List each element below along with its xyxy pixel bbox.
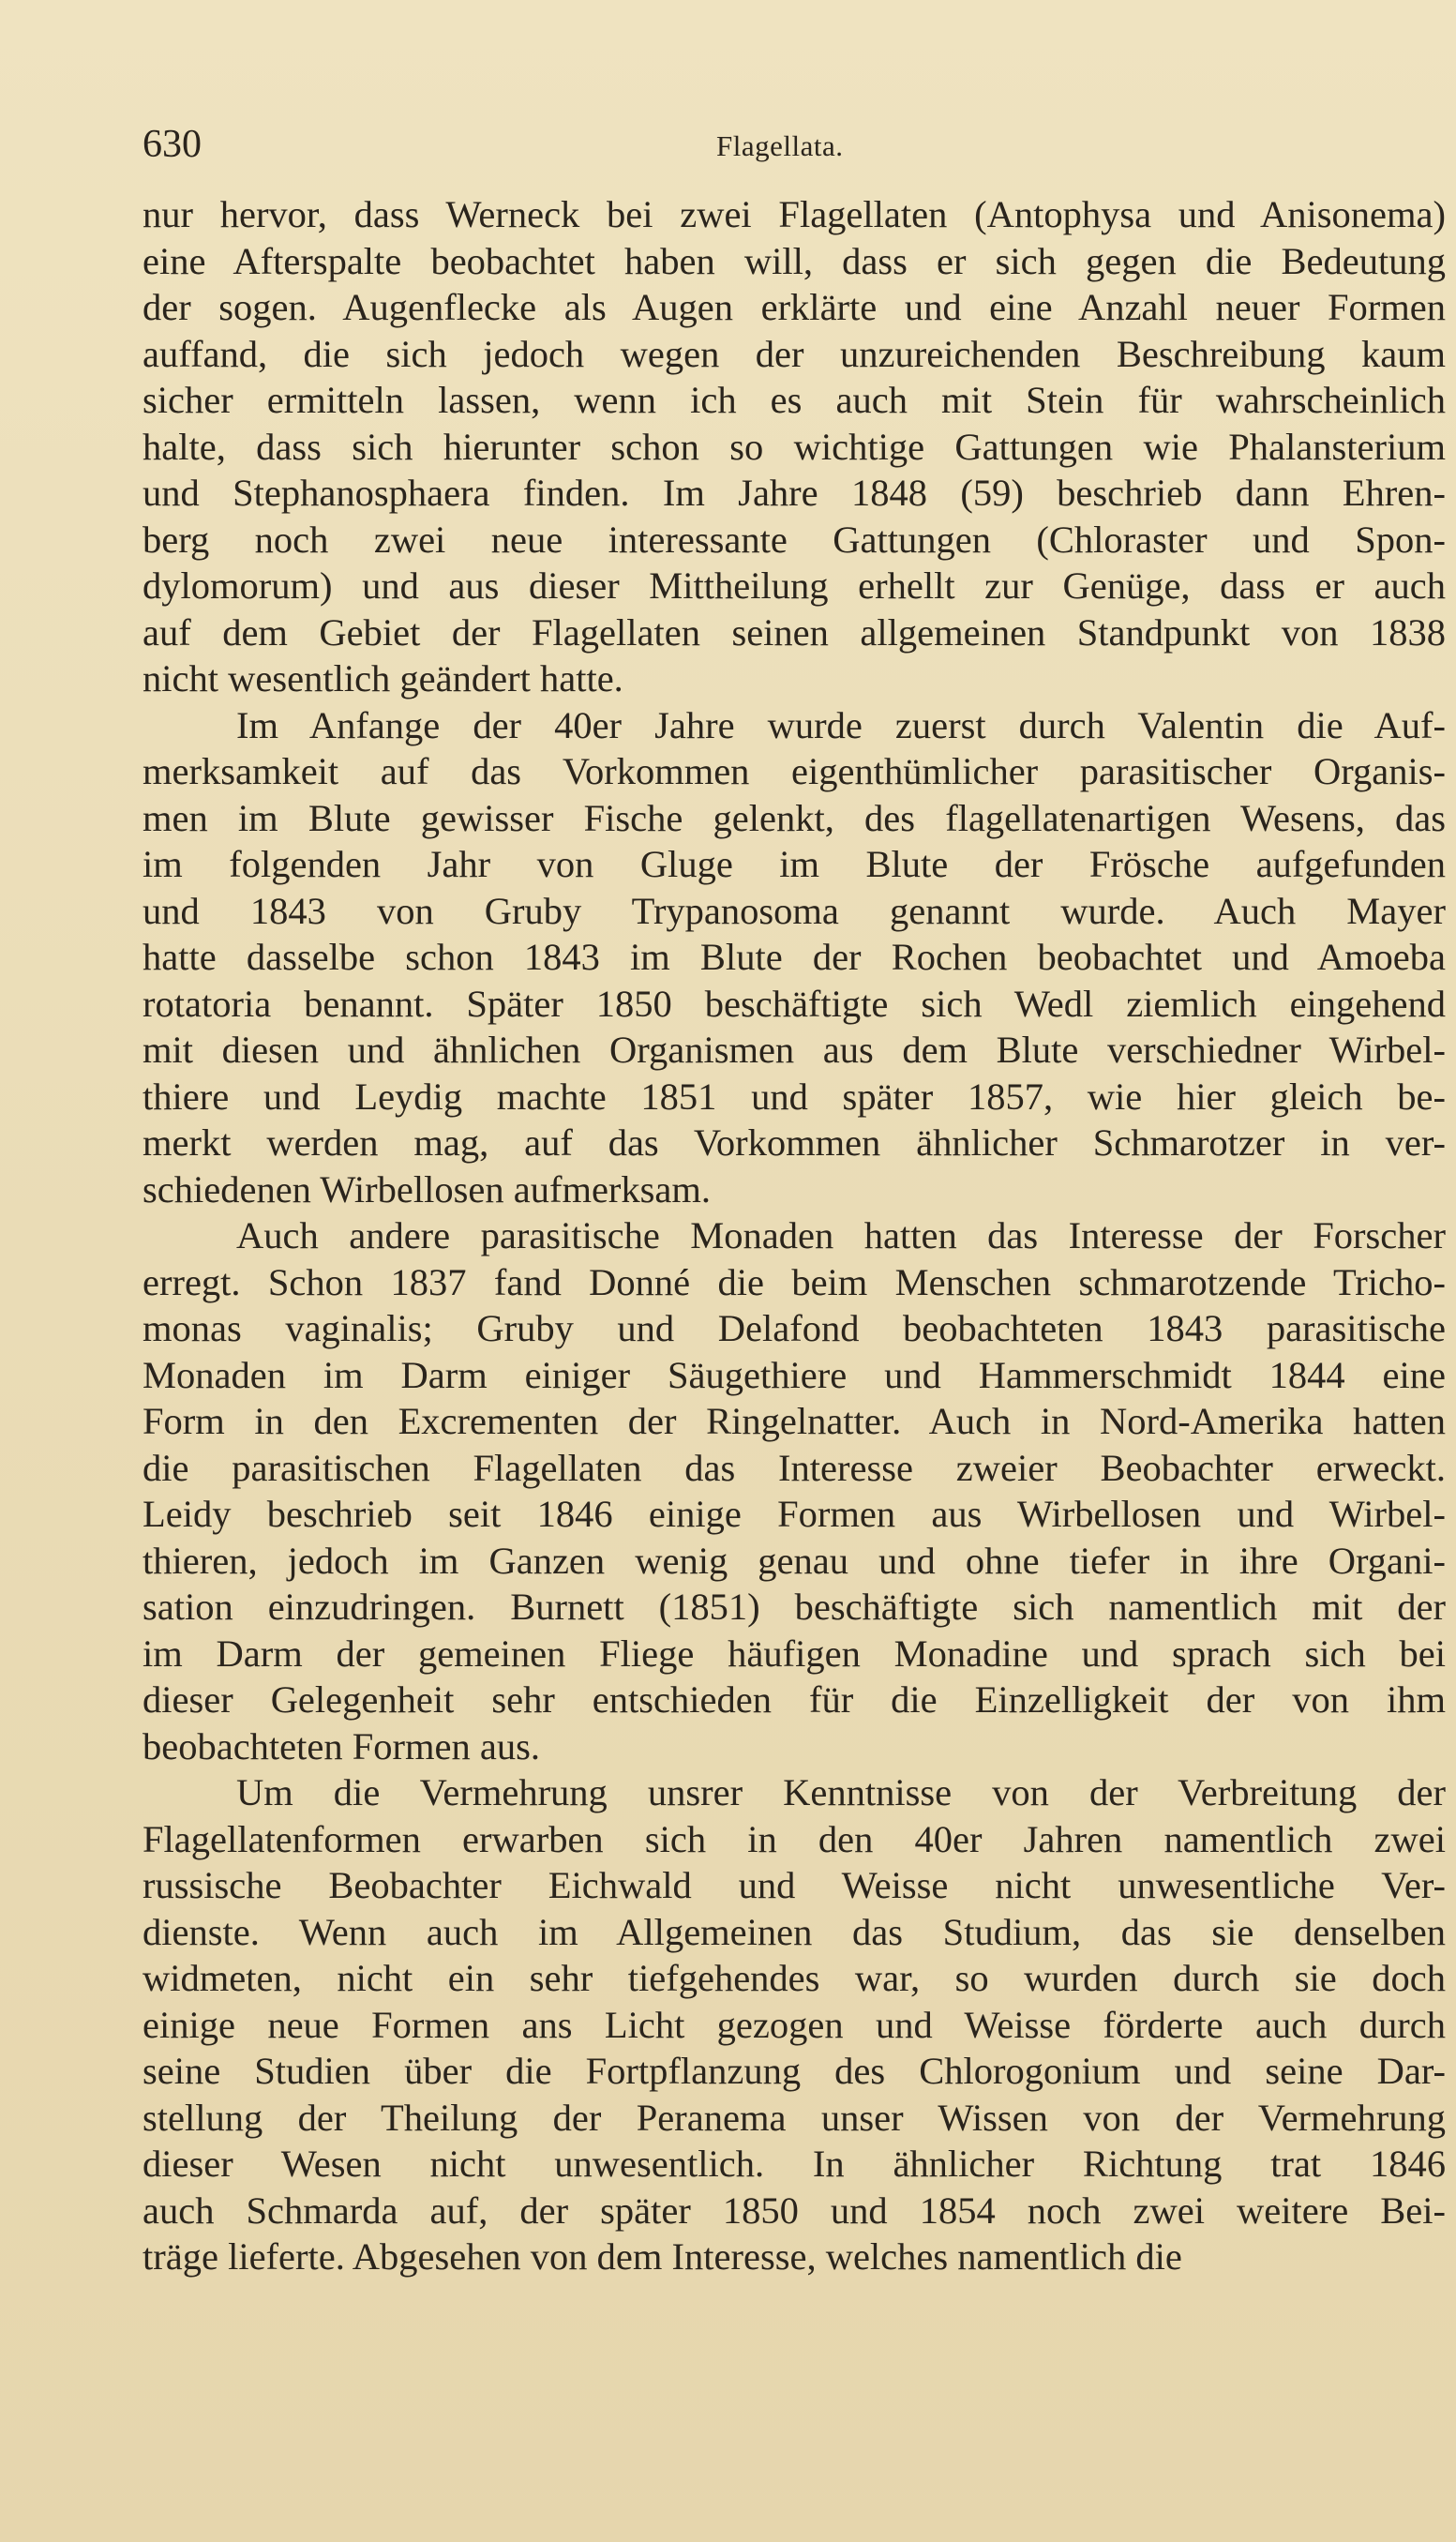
- text-line: mit diesen und ähnlichen Organismen aus dem Blute verschiedner Wirbel-: [143, 1029, 1446, 1071]
- text-line: stellung der Theilung der Peranema unser Wissen von der Vermehrung: [143, 2096, 1446, 2139]
- text-line: Um die Vermehrung unsrer Kenntnisse von der Verbreitung der: [236, 1771, 1446, 1813]
- text-line: dieser Wesen nicht unwesentlich. In ähnlicher Richtung trat 1846: [143, 2143, 1446, 2185]
- text-line: Monaden im Darm einiger Säugethiere und Hammerschmidt 1844 eine: [143, 1353, 1446, 1396]
- text-line: dylomorum) und aus dieser Mittheilung erhellt zur Genüge, dass er auch: [143, 564, 1446, 607]
- text-line: im Darm der gemeinen Fliege häufigen Monadine und sprach sich bei: [143, 1632, 1446, 1675]
- text-line: merkt werden mag, auf das Vorkommen ähnlicher Schmarotzer in ver-: [143, 1121, 1446, 1164]
- text-line: und 1843 von Gruby Trypanosoma genannt wurde. Auch Mayer: [143, 889, 1446, 932]
- text-line: berg noch zwei neue interessante Gattungen (Chloraster und Spon-: [143, 518, 1446, 561]
- text-line: beobachteten Formen aus.: [143, 1724, 540, 1767]
- text-line: auch Schmarda auf, der später 1850 und 1854 noch zwei weitere Bei-: [143, 2189, 1446, 2232]
- text-line: im folgenden Jahr von Gluge im Blute der Frösche aufgefunden: [143, 843, 1446, 885]
- paragraph: [143, 702, 1446, 1213]
- paragraph: [143, 191, 1446, 702]
- text-line: seine Studien über die Fortpflanzung des Chlorogonium und seine Dar-: [143, 2050, 1446, 2092]
- text-line: widmeten, nicht ein sehr tiefgehendes war, so wurden durch sie doch: [143, 1957, 1446, 1999]
- body-text: [143, 191, 1446, 2280]
- text-line: dieser Gelegenheit sehr entschieden für die Einzelligkeit der von ihm: [143, 1678, 1446, 1721]
- paragraph: [143, 1212, 1446, 1769]
- paragraph: [143, 1769, 1446, 2280]
- text-line: und Stephanosphaera finden. Im Jahre 1848 (59) beschrieb dann Ehren-: [143, 472, 1446, 514]
- text-line: thiere und Leydig machte 1851 und später 1857, wie hier gleich be-: [143, 1075, 1446, 1118]
- text-line: Flagellatenformen erwarben sich in den 40er Jahren namentlich zwei: [143, 1817, 1446, 1860]
- page-number: 630: [143, 123, 202, 166]
- text-line: die parasitischen Flagellaten das Interesse zweier Beobachter erweckt.: [143, 1446, 1446, 1489]
- text-line: monas vaginalis; Gruby und Delafond beobachteten 1843 parasitische: [143, 1307, 1446, 1349]
- text-line: eine Afterspalte beobachtet haben will, dass er sich gegen die Bedeutung: [143, 239, 1446, 282]
- text-line: nicht wesentlich geändert hatte.: [143, 657, 623, 699]
- text-line: rotatoria benannt. Später 1850 beschäftigte sich Wedl ziemlich eingehend: [143, 982, 1446, 1025]
- text-line: schiedenen Wirbellosen aufmerksam.: [143, 1167, 712, 1211]
- text-line: Form in den Excrementen der Ringelnatter. Auch in Nord-Amerika hatten: [143, 1400, 1446, 1442]
- text-line: der sogen. Augenflecke als Augen erklärte und eine Anzahl neuer Formen: [143, 286, 1446, 328]
- text-line: men im Blute gewisser Fische gelenkt, des flagellatenartigen Wesens, das: [143, 796, 1446, 839]
- running-title: Flagellata.: [716, 129, 844, 162]
- text-line: Auch andere parasitische Monaden hatten das Interesse der Forscher: [236, 1214, 1446, 1256]
- text-line: einige neue Formen ans Licht gezogen und Weisse förderte auch durch: [143, 2003, 1446, 2046]
- text-line: russische Beobachter Eichwald und Weisse nicht unwesentliche Ver-: [143, 1864, 1446, 1906]
- text-line: sicher ermitteln lassen, wenn ich es auch mit Stein für wahrscheinlich: [143, 379, 1446, 421]
- text-line: erregt. Schon 1837 fand Donné die beim Menschen schmarotzende Tricho-: [143, 1260, 1446, 1303]
- text-line: halte, dass sich hierunter schon so wichtige Gattungen wie Phalansterium: [143, 425, 1446, 468]
- text-line: Im Anfange der 40er Jahre wurde zuerst durch Valentin die Auf-: [236, 703, 1446, 746]
- text-line: thieren, jedoch im Ganzen wenig genau und ohne tiefer in ihre Organi-: [143, 1539, 1446, 1582]
- text-line: träge lieferte. Abgesehen von dem Interesse, welches namentlich die: [143, 2235, 1182, 2278]
- text-line: auffand, die sich jedoch wegen der unzureichenden Beschreibung kaum: [143, 332, 1446, 375]
- text-line: dienste. Wenn auch im Allgemeinen das Studium, das sie denselben: [143, 1910, 1446, 1953]
- text-line: auf dem Gebiet der Flagellaten seinen allgemeinen Standpunkt von 1838: [143, 610, 1446, 654]
- text-line: nur hervor, dass Werneck bei zwei Flagellaten (Antophysa und Anisonema): [143, 193, 1446, 235]
- text-line: hatte dasselbe schon 1843 im Blute der Rochen beobachtet und Amoeba: [143, 936, 1446, 978]
- text-line: Leidy beschrieb seit 1846 einige Formen aus Wirbellosen und Wirbel-: [143, 1493, 1446, 1535]
- text-line: sation einzudringen. Burnett (1851) beschäftigte sich namentlich mit der: [143, 1586, 1446, 1628]
- text-line: merksamkeit auf das Vorkommen eigenthümlicher parasitischer Organis-: [143, 750, 1446, 792]
- page-header: [143, 122, 1446, 178]
